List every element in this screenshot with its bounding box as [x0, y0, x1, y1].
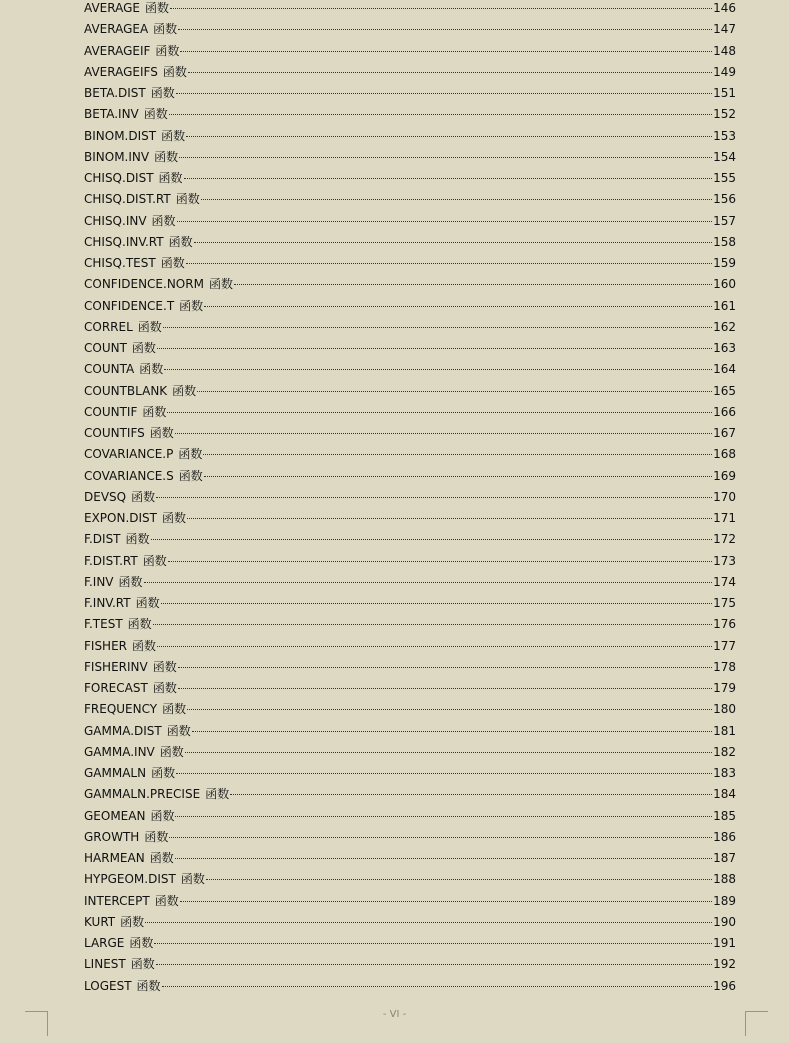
toc-page-number: 149: [713, 64, 736, 79]
function-suffix: 函数: [175, 192, 200, 207]
toc-entry[interactable]: [84, 444, 736, 465]
function-name: BINOM.INV: [84, 149, 150, 164]
function-name: BETA.INV: [84, 107, 139, 122]
toc-entry-title: [84, 636, 156, 657]
toc-page-number: 176: [713, 617, 736, 632]
dot-leader: [161, 603, 713, 604]
function-suffix: 函数: [151, 213, 176, 228]
function-name: GROWTH: [84, 829, 140, 844]
toc-entry-title: [84, 572, 143, 593]
function-suffix: 函数: [172, 383, 197, 398]
function-suffix: 函数: [154, 149, 179, 164]
toc-entry[interactable]: [84, 848, 736, 869]
toc-page-number: 189: [713, 893, 736, 908]
toc-entry-title: [84, 232, 193, 253]
function-suffix: 函数: [129, 936, 154, 950]
function-name: HARMEAN: [84, 851, 145, 865]
dot-leader: [176, 93, 712, 94]
dot-leader: [170, 8, 712, 9]
dot-leader: [187, 518, 712, 519]
function-suffix: 函数: [152, 681, 177, 695]
toc-entry[interactable]: [84, 211, 736, 232]
dot-leader: [194, 242, 712, 243]
toc-page-number: 174: [713, 574, 736, 589]
toc-entry[interactable]: [84, 83, 736, 104]
toc-page-number: 166: [713, 404, 736, 419]
function-name: COUNTBLANK: [84, 383, 168, 398]
toc-entry[interactable]: [84, 0, 736, 19]
toc-entry-title: [84, 848, 174, 869]
toc-entry-title: [84, 891, 179, 912]
function-name: F.INV: [84, 574, 114, 589]
toc-page-number: 181: [713, 723, 736, 738]
dot-leader: [177, 221, 713, 222]
dot-leader: [186, 136, 712, 137]
toc-entry-title: [84, 359, 163, 380]
toc-page-number: 187: [713, 851, 736, 865]
function-name: FISHER: [84, 638, 128, 653]
toc-entry[interactable]: [84, 274, 736, 295]
function-name: F.DIST.RT: [84, 553, 138, 568]
dot-leader: [234, 284, 712, 285]
function-suffix: 函数: [179, 298, 204, 313]
toc-entry[interactable]: [84, 806, 736, 827]
toc-entry[interactable]: [84, 742, 736, 763]
toc-entry-title: [84, 189, 200, 210]
toc-entry-title: [84, 0, 169, 19]
toc-page-number: 160: [713, 277, 736, 292]
function-suffix: 函数: [139, 362, 164, 377]
toc-page-number: 177: [713, 638, 736, 653]
toc-page-number: 186: [713, 829, 736, 844]
toc-entry[interactable]: [84, 912, 736, 933]
toc-page-number: 162: [713, 319, 736, 334]
toc-entry[interactable]: [84, 976, 736, 997]
toc-page-number: 158: [713, 234, 736, 249]
function-suffix: 函数: [151, 766, 176, 780]
toc-page-number: 178: [713, 659, 736, 674]
dot-leader: [168, 561, 712, 562]
function-suffix: 函数: [162, 702, 187, 717]
function-name: AVERAGEA: [84, 22, 149, 37]
dot-leader: [145, 922, 712, 923]
dot-leader: [164, 369, 712, 370]
toc-entry[interactable]: [84, 62, 736, 83]
toc-entry[interactable]: [84, 572, 736, 593]
function-name: GAMMALN.PRECISE: [84, 787, 201, 802]
function-suffix: 函数: [130, 957, 155, 972]
toc-page-number: 184: [713, 787, 736, 802]
function-name: CONFIDENCE.NORM: [84, 277, 204, 292]
dot-leader: [204, 306, 712, 307]
toc-page-number: 163: [713, 341, 736, 355]
toc-page-number: 170: [713, 489, 736, 504]
toc-entry[interactable]: [84, 508, 736, 529]
function-name: HYPGEOM.DIST: [84, 872, 176, 887]
toc-page-number: 159: [713, 256, 736, 270]
dot-leader: [175, 433, 712, 434]
dot-leader: [179, 157, 712, 158]
toc-entry[interactable]: [84, 41, 736, 62]
toc-entry-title: [84, 274, 233, 295]
toc-entry-title: [84, 721, 191, 742]
toc-entry[interactable]: [84, 232, 736, 253]
toc-entry-title: [84, 529, 150, 550]
function-name: KURT: [84, 914, 116, 929]
toc-entry-title: [84, 806, 174, 827]
toc-entry-title: [84, 869, 205, 890]
dot-leader: [175, 858, 712, 859]
function-suffix: 函数: [150, 86, 175, 100]
function-suffix: 函数: [120, 914, 145, 929]
toc-page-number: 175: [713, 596, 736, 610]
toc-page-number: 151: [713, 86, 736, 100]
function-suffix: 函数: [136, 978, 161, 993]
toc-entry[interactable]: [84, 636, 736, 657]
dot-leader: [157, 646, 712, 647]
function-name: CHISQ.INV: [84, 213, 147, 228]
toc-entry[interactable]: [84, 827, 736, 848]
function-name: EXPON.DIST: [84, 511, 158, 525]
function-name: BINOM.DIST: [84, 128, 157, 143]
toc-entry[interactable]: [84, 466, 736, 487]
toc-page-number: 154: [713, 149, 736, 164]
function-name: COUNTA: [84, 362, 135, 377]
toc-page-number: 161: [713, 298, 736, 313]
function-suffix: 函数: [137, 319, 162, 334]
toc-entry[interactable]: [84, 763, 736, 784]
toc-page-number: 179: [713, 681, 736, 695]
function-suffix: 函数: [144, 829, 169, 844]
function-suffix: 函数: [135, 596, 160, 610]
toc-entry-title: [84, 317, 162, 338]
toc-entry-title: [84, 126, 185, 147]
toc-page-number: 192: [713, 957, 736, 972]
toc-page-number: 182: [713, 744, 736, 759]
function-name: FREQUENCY: [84, 702, 158, 717]
function-name: COUNTIF: [84, 404, 138, 419]
function-name: LINEST: [84, 957, 126, 972]
toc-entry[interactable]: [84, 678, 736, 699]
function-suffix: 函数: [125, 532, 150, 547]
dot-leader: [156, 497, 712, 498]
toc-entry[interactable]: [84, 147, 736, 168]
function-suffix: 函数: [178, 468, 203, 483]
toc-entry-title: [84, 933, 153, 954]
function-suffix: 函数: [162, 511, 187, 525]
function-name: CHISQ.DIST.RT: [84, 192, 171, 207]
toc-entry-title: [84, 912, 144, 933]
toc-entry[interactable]: [84, 126, 736, 147]
toc-entry-title: [84, 423, 174, 444]
function-name: CHISQ.INV.RT: [84, 234, 164, 249]
function-suffix: 函数: [150, 808, 175, 823]
function-name: AVERAGEIF: [84, 43, 151, 58]
toc-entry-title: [84, 508, 186, 529]
toc-page-number: 164: [713, 362, 736, 377]
dot-leader: [153, 624, 712, 625]
function-name: BETA.DIST: [84, 86, 146, 100]
toc-entry[interactable]: [84, 657, 736, 678]
function-name: AVERAGE: [84, 1, 140, 15]
dot-leader: [169, 837, 712, 838]
toc-entry-title: [84, 954, 155, 975]
function-suffix: 函数: [153, 22, 178, 37]
dot-leader: [167, 412, 712, 413]
function-name: FORECAST: [84, 681, 148, 695]
toc-entry-title: [84, 338, 156, 359]
dot-leader: [180, 901, 712, 902]
toc-entry-title: [84, 147, 178, 168]
function-name: GAMMA.INV: [84, 744, 155, 759]
function-name: GAMMA.DIST: [84, 723, 162, 738]
toc-page-number: 183: [713, 766, 736, 780]
toc-page-number: 165: [713, 383, 736, 398]
function-name: DEVSQ: [84, 489, 127, 504]
toc-entry-title: [84, 487, 155, 508]
dot-leader: [230, 794, 712, 795]
function-name: LARGE: [84, 936, 125, 950]
toc-entry[interactable]: [84, 168, 736, 189]
function-suffix: 函数: [149, 426, 174, 440]
toc-entry-title: [84, 827, 168, 848]
toc-entry-title: [84, 83, 175, 104]
function-suffix: 函数: [127, 617, 152, 632]
toc-entry-title: [84, 381, 196, 402]
toc-page-number: 169: [713, 468, 736, 483]
function-suffix: 函数: [180, 872, 205, 887]
function-suffix: 函数: [142, 404, 167, 419]
toc-entry-title: [84, 678, 177, 699]
dot-leader: [185, 752, 712, 753]
toc-entry-title: [84, 466, 203, 487]
dot-leader: [187, 709, 712, 710]
function-suffix: 函数: [118, 574, 143, 589]
toc-entry-title: [84, 593, 160, 614]
toc-entry-title: [84, 168, 183, 189]
function-suffix: 函数: [159, 744, 184, 759]
toc-entry-title: [84, 742, 184, 763]
toc-entry-title: [84, 104, 168, 125]
function-suffix: 函数: [178, 447, 203, 462]
dot-leader: [154, 943, 712, 944]
function-suffix: 函数: [144, 1, 169, 15]
dot-leader: [163, 327, 712, 328]
toc-entry[interactable]: [84, 423, 736, 444]
toc-entry[interactable]: [84, 869, 736, 890]
dot-leader: [144, 582, 713, 583]
toc-entry[interactable]: [84, 699, 736, 720]
toc-page-number: 146: [713, 1, 736, 15]
function-name: COVARIANCE.S: [84, 468, 174, 483]
function-name: INTERCEPT: [84, 893, 150, 908]
table-of-contents: [84, 0, 736, 997]
function-name: CONFIDENCE.T: [84, 298, 175, 313]
toc-entry-title: [84, 296, 203, 317]
toc-entry-title: [84, 444, 202, 465]
toc-entry[interactable]: [84, 402, 736, 423]
toc-entry-title: [84, 614, 152, 635]
toc-page-number: 190: [713, 914, 736, 929]
toc-entry-title: [84, 657, 177, 678]
dot-leader: [186, 263, 712, 264]
toc-entry[interactable]: [84, 359, 736, 380]
toc-entry-title: [84, 784, 229, 805]
toc-page-number: 157: [713, 213, 736, 228]
dot-leader: [178, 688, 712, 689]
function-suffix: 函数: [131, 489, 156, 504]
toc-page-number: 173: [713, 553, 736, 568]
dot-leader: [203, 454, 712, 455]
function-suffix: 函数: [152, 659, 177, 674]
toc-entry[interactable]: [84, 784, 736, 805]
toc-page-number: 153: [713, 128, 736, 143]
dot-leader: [162, 986, 713, 987]
function-name: GEOMEAN: [84, 808, 146, 823]
toc-entry[interactable]: [84, 551, 736, 572]
toc-page-number: 155: [713, 171, 736, 185]
toc-entry[interactable]: [84, 296, 736, 317]
toc-entry[interactable]: [84, 487, 736, 508]
toc-page-number: 180: [713, 702, 736, 717]
toc-entry-title: [84, 551, 167, 572]
toc-entry[interactable]: [84, 19, 736, 40]
function-suffix: 函数: [160, 256, 185, 270]
toc-entry[interactable]: [84, 891, 736, 912]
toc-entry[interactable]: [84, 338, 736, 359]
toc-entry-title: [84, 402, 166, 423]
function-suffix: 函数: [208, 277, 233, 292]
function-name: CHISQ.DIST: [84, 171, 154, 185]
toc-page-number: 168: [713, 447, 736, 462]
function-suffix: 函数: [166, 723, 191, 738]
page-number: - VI -: [382, 1009, 407, 1020]
toc-entry[interactable]: [84, 933, 736, 954]
toc-entry[interactable]: [84, 529, 736, 550]
toc-page-number: 156: [713, 192, 736, 207]
function-suffix: 函数: [142, 553, 167, 568]
toc-entry[interactable]: [84, 954, 736, 975]
toc-page-number: 171: [713, 511, 736, 525]
toc-entry-title: [84, 211, 176, 232]
toc-page-number: 191: [713, 936, 736, 950]
function-suffix: 函数: [168, 234, 193, 249]
function-suffix: 函数: [161, 128, 186, 143]
toc-page-number: 152: [713, 107, 736, 122]
toc-entry[interactable]: [84, 189, 736, 210]
dot-leader: [176, 773, 712, 774]
dot-leader: [178, 29, 712, 30]
toc-entry[interactable]: [84, 593, 736, 614]
dot-leader: [192, 731, 712, 732]
dot-leader: [184, 178, 713, 179]
toc-entry[interactable]: [84, 317, 736, 338]
function-suffix: 函数: [131, 341, 156, 355]
dot-leader: [204, 476, 712, 477]
crop-mark-left: [25, 1011, 48, 1036]
toc-page-number: 188: [713, 872, 736, 887]
toc-page-number: 185: [713, 808, 736, 823]
function-name: COUNTIFS: [84, 426, 145, 440]
dot-leader: [197, 391, 712, 392]
dot-leader: [156, 964, 712, 965]
toc-page-number: 148: [713, 43, 736, 58]
toc-entry[interactable]: [84, 614, 736, 635]
toc-entry-title: [84, 62, 187, 83]
dot-leader: [178, 667, 712, 668]
dot-leader: [151, 539, 713, 540]
function-name: LOGEST: [84, 978, 132, 993]
toc-entry[interactable]: [84, 721, 736, 742]
function-suffix: 函数: [162, 64, 187, 79]
toc-entry-title: [84, 253, 185, 274]
toc-page-number: 196: [713, 978, 736, 993]
toc-entry-title: [84, 19, 177, 40]
function-name: COVARIANCE.P: [84, 447, 174, 462]
dot-leader: [169, 114, 712, 115]
toc-page-number: 147: [713, 22, 736, 37]
crop-mark-right: [745, 1011, 768, 1036]
dot-leader: [175, 816, 712, 817]
function-suffix: 函数: [155, 43, 180, 58]
function-suffix: 函数: [154, 893, 179, 908]
dot-leader: [180, 51, 712, 52]
toc-entry-title: [84, 763, 175, 784]
dot-leader: [188, 72, 712, 73]
toc-page-number: 167: [713, 426, 736, 440]
function-suffix: 函数: [132, 638, 157, 653]
toc-entry-title: [84, 976, 161, 997]
function-name: CHISQ.TEST: [84, 256, 156, 270]
function-name: F.DIST: [84, 532, 121, 547]
function-name: GAMMALN: [84, 766, 147, 780]
toc-entry[interactable]: [84, 381, 736, 402]
function-suffix: 函数: [158, 171, 183, 185]
dot-leader: [157, 348, 712, 349]
function-name: FISHERINV: [84, 659, 148, 674]
function-name: COUNT: [84, 341, 127, 355]
function-suffix: 函数: [149, 851, 174, 865]
function-name: F.TEST: [84, 617, 123, 632]
toc-entry[interactable]: [84, 104, 736, 125]
function-suffix: 函数: [143, 107, 168, 122]
toc-page-number: 172: [713, 532, 736, 547]
function-suffix: 函数: [205, 787, 230, 802]
function-name: AVERAGEIFS: [84, 64, 158, 79]
function-name: CORREL: [84, 319, 133, 334]
dot-leader: [201, 199, 712, 200]
toc-entry[interactable]: [84, 253, 736, 274]
dot-leader: [206, 879, 712, 880]
function-name: F.INV.RT: [84, 596, 131, 610]
toc-entry-title: [84, 41, 179, 62]
toc-entry-title: [84, 699, 186, 720]
